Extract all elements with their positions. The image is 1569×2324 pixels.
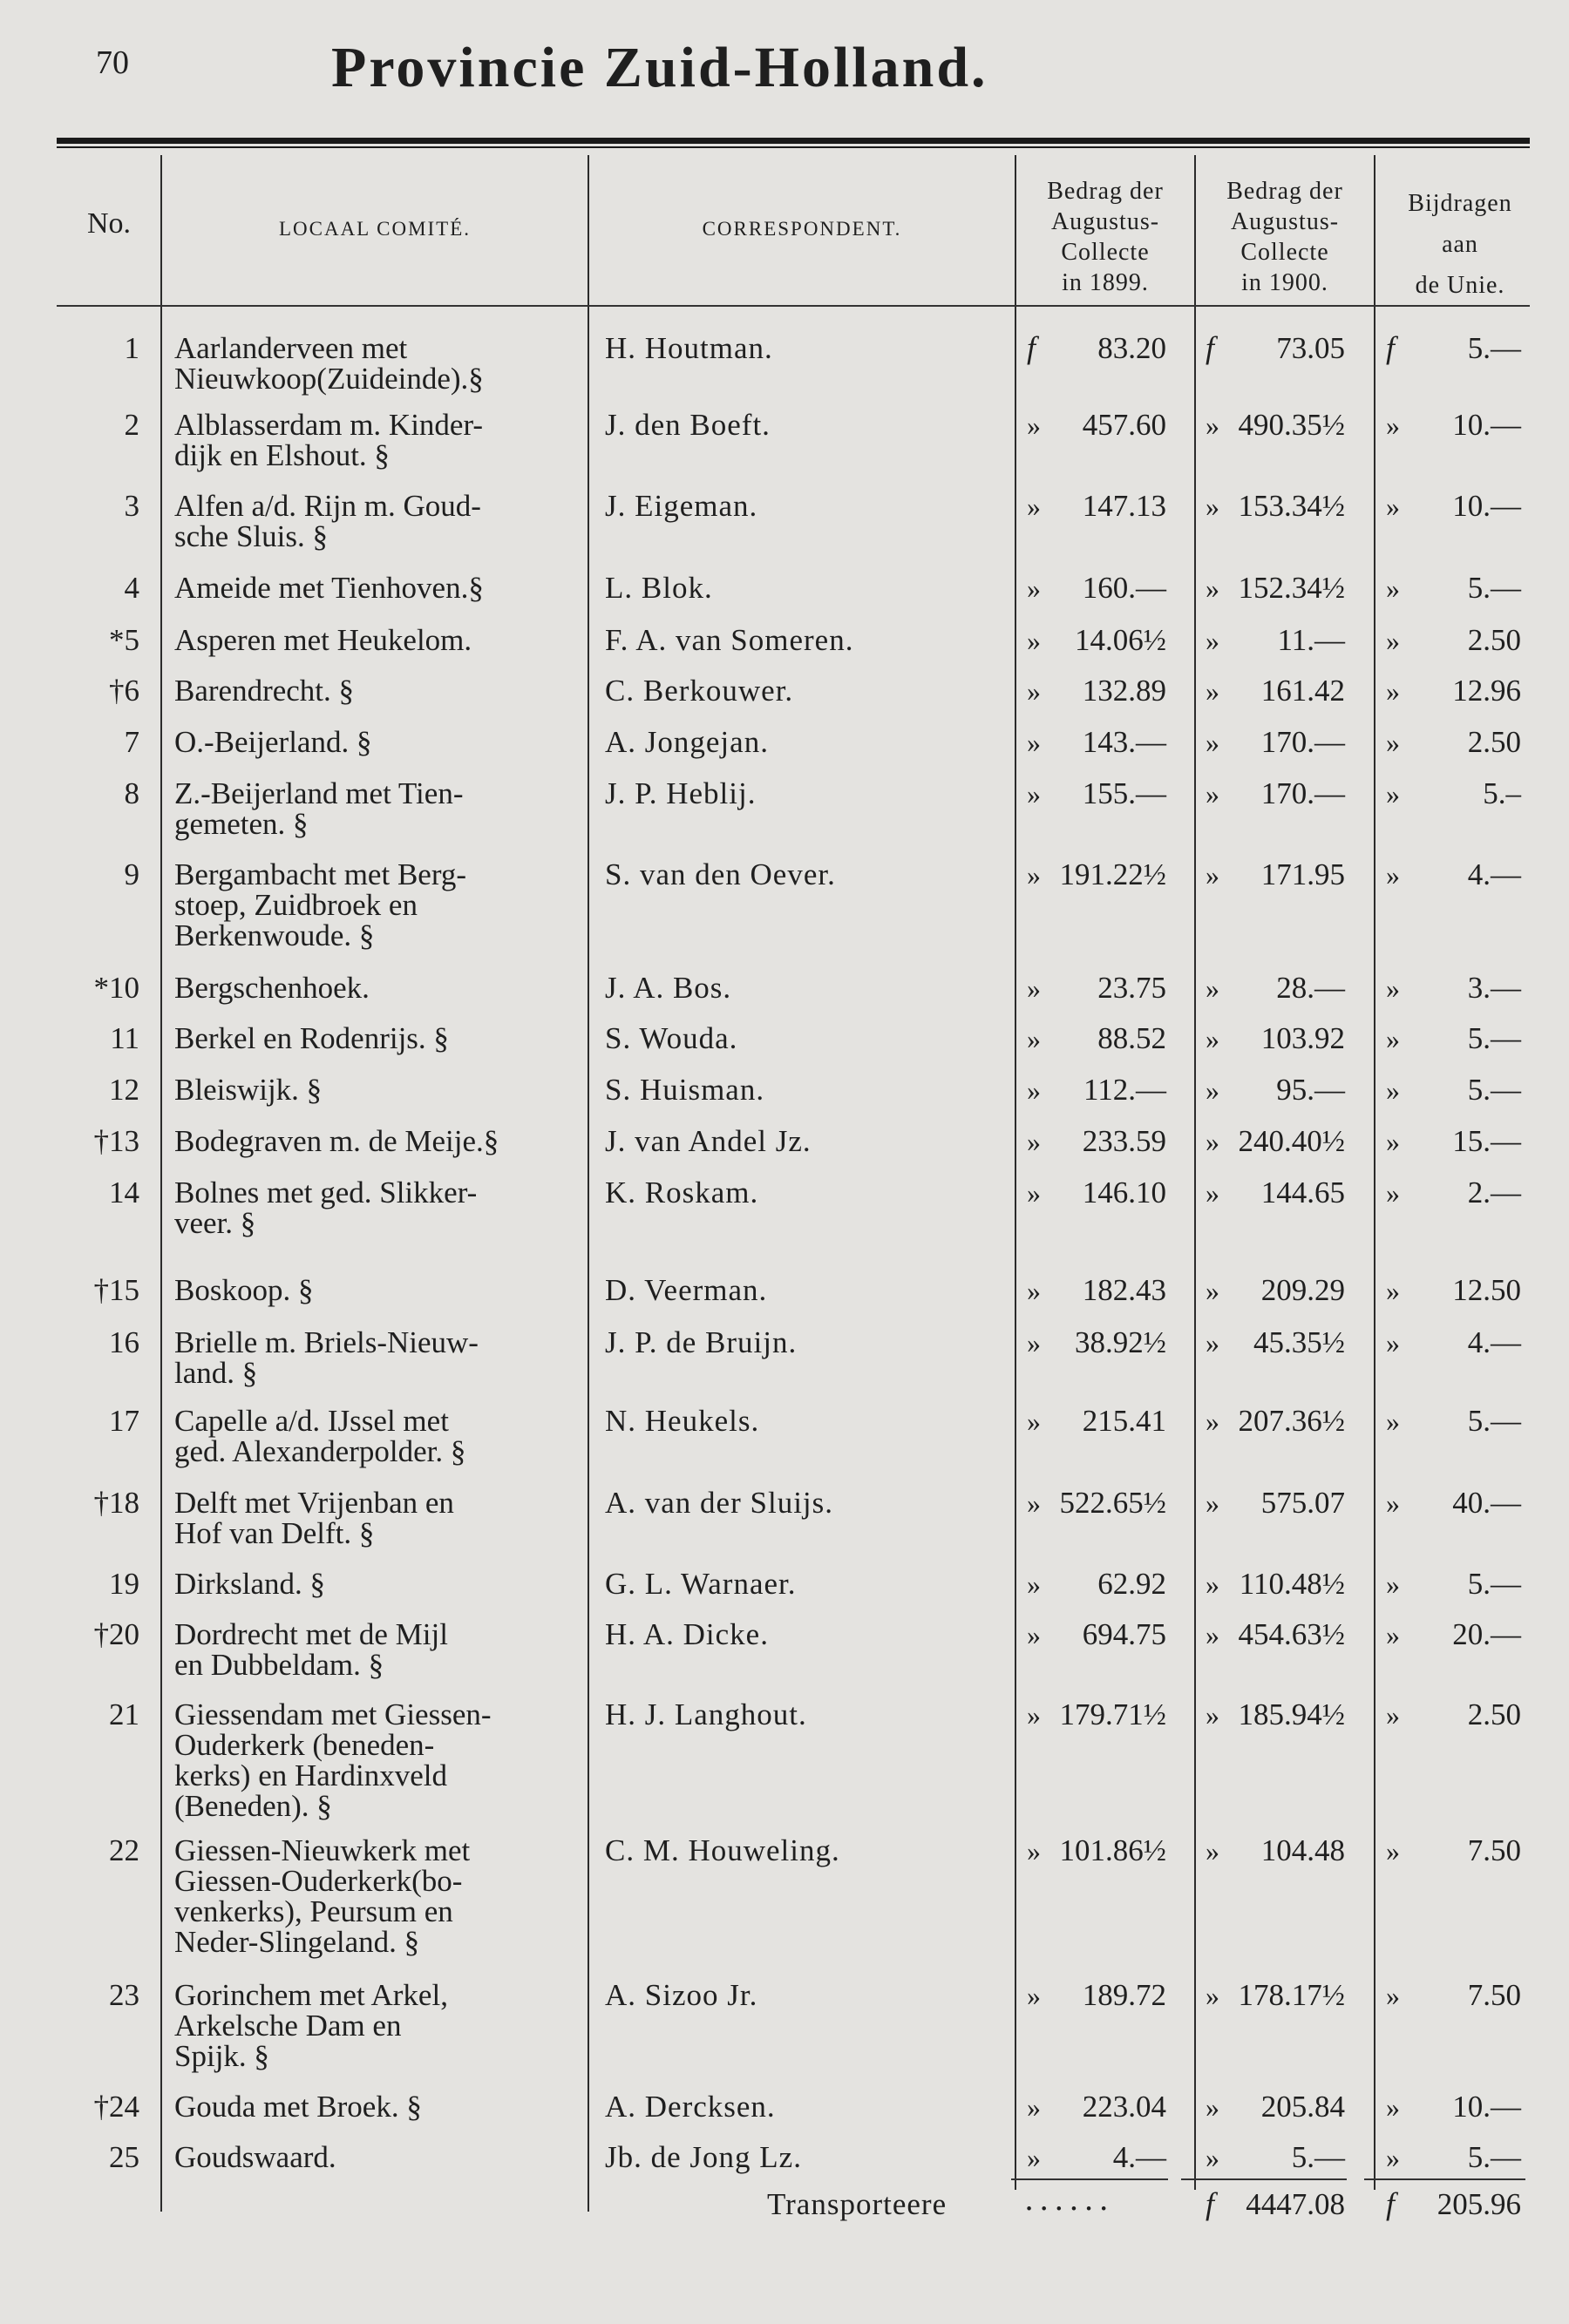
column-divider <box>160 155 162 2212</box>
row-number: †13 <box>93 1124 139 1158</box>
row-number: 19 <box>109 1567 139 1601</box>
row-amount-1899: » 143.— <box>1027 725 1166 759</box>
row-comite: Bergschenhoek. <box>174 971 370 1005</box>
row-amount-1900: » 205.84 <box>1206 2090 1345 2124</box>
row-amount-1899: » 182.43 <box>1027 1273 1166 1307</box>
header-rule <box>57 138 1530 144</box>
row-correspondent: D. Veerman. <box>605 1273 768 1307</box>
row-amount-1900: » 185.94½ <box>1206 1697 1345 1731</box>
row-comite: Asperen met Heukelom. <box>174 623 472 657</box>
total-dots: ...... <box>1024 2183 1114 2218</box>
row-correspondent: A. Sizoo Jr. <box>605 1978 758 2012</box>
row-amount-1899: » 223.04 <box>1027 2090 1166 2124</box>
row-correspondent: F. A. van Someren. <box>605 623 854 657</box>
row-amount-1899: » 179.71½ <box>1027 1697 1166 1731</box>
row-amount-1900: » 95.— <box>1206 1073 1345 1107</box>
row-number: †20 <box>93 1617 139 1651</box>
column-divider <box>1194 155 1196 2190</box>
row-number: 17 <box>109 1404 139 1438</box>
row-amount-1899: » 62.92 <box>1027 1567 1166 1601</box>
row-amount-1899: » 160.— <box>1027 571 1166 605</box>
row-amount-1900: » 11.— <box>1206 623 1345 657</box>
row-bijdragen: » 2.50 <box>1386 1697 1521 1731</box>
row-comite: Boskoop. § <box>174 1273 314 1307</box>
row-comite: Bergambacht met Berg- stoep, Zuidbroek en Berkenwoude. § <box>174 857 466 952</box>
row-correspondent: C. M. Houweling. <box>605 1833 840 1867</box>
row-number: 25 <box>109 2140 139 2174</box>
row-amount-1900: » 144.65 <box>1206 1176 1345 1209</box>
row-correspondent: J. P. de Bruijn. <box>605 1325 798 1359</box>
row-number: 16 <box>109 1325 139 1359</box>
row-amount-1899: » 694.75 <box>1027 1617 1166 1651</box>
row-amount-1900: » 104.48 <box>1206 1833 1345 1867</box>
row-bijdragen: » 5.— <box>1386 1021 1521 1055</box>
row-comite: Giessendam met Giessen- Ouderkerk (beneden- kerks) en Hardinxveld (Beneden). § <box>174 1697 492 1823</box>
row-correspondent: J. Eigeman. <box>605 489 758 523</box>
row-amount-1899: » 146.10 <box>1027 1176 1166 1209</box>
row-amount-1900: » 28.— <box>1206 971 1345 1005</box>
row-amount-1899: » 38.92½ <box>1027 1325 1166 1359</box>
column-divider <box>1015 155 1016 2190</box>
row-number: 4 <box>124 571 139 605</box>
row-bijdragen: » 5.— <box>1386 1073 1521 1107</box>
row-amount-1900: » 153.34½ <box>1206 489 1345 523</box>
row-comite: Giessen-Nieuwkerk met Giessen-Ouderkerk(bo- venkerks), Peursum en Neder-Slingeland. § <box>174 1833 471 1959</box>
row-bijdragen: » 5.— <box>1386 1404 1521 1438</box>
row-correspondent: G. L. Warnaer. <box>605 1567 797 1601</box>
row-amount-1899: » 215.41 <box>1027 1404 1166 1438</box>
row-comite: Berkel en Rodenrijs. § <box>174 1021 449 1055</box>
row-number: 2 <box>124 408 139 442</box>
row-correspondent: Jb. de Jong Lz. <box>605 2140 802 2174</box>
row-amount-1900: » 575.07 <box>1206 1486 1345 1520</box>
row-correspondent: J. den Boeft. <box>605 408 771 442</box>
row-number: †24 <box>93 2090 139 2124</box>
row-number: *5 <box>109 623 139 657</box>
row-bijdragen: » 2.— <box>1386 1176 1521 1209</box>
row-bijdragen: » 5.— <box>1386 571 1521 605</box>
row-number: 11 <box>110 1021 139 1055</box>
row-comite: Capelle a/d. IJssel met ged. Alexanderpolder. § <box>174 1404 466 1468</box>
row-bijdragen: » 10.— <box>1386 408 1521 442</box>
row-comite: O.-Beijerland. § <box>174 725 372 759</box>
row-bijdragen: » 12.50 <box>1386 1273 1521 1307</box>
row-amount-1900: f 73.05 <box>1206 330 1345 365</box>
row-correspondent: J. van Andel Jz. <box>605 1124 812 1158</box>
row-correspondent: S. van den Oever. <box>605 857 836 891</box>
row-bijdragen: » 10.— <box>1386 489 1521 523</box>
row-correspondent: H. A. Dicke. <box>605 1617 769 1651</box>
header-rule-thin <box>57 146 1530 148</box>
row-bijdragen: » 10.— <box>1386 2090 1521 2124</box>
row-comite: Alblasserdam m. Kinder- dijk en Elshout. § <box>174 408 484 472</box>
row-bijdragen: » 7.50 <box>1386 1978 1521 2012</box>
header-no: No. <box>86 207 132 240</box>
total-rule <box>1011 2178 1168 2180</box>
header-bottom-rule <box>57 305 1530 307</box>
row-correspondent: A. van der Sluijs. <box>605 1486 834 1520</box>
row-comite: Alfen a/d. Rijn m. Goud- sche Sluis. § <box>174 489 481 553</box>
row-amount-1899: » 4.— <box>1027 2140 1166 2174</box>
row-bijdragen: » 40.— <box>1386 1486 1521 1520</box>
row-amount-1900: » 110.48½ <box>1206 1567 1345 1601</box>
row-correspondent: J. P. Heblij. <box>605 776 757 810</box>
column-divider <box>588 155 589 2212</box>
row-bijdragen: » 7.50 <box>1386 1833 1521 1867</box>
row-correspondent: K. Roskam. <box>605 1176 759 1209</box>
row-amount-1900: » 454.63½ <box>1206 1617 1345 1651</box>
row-comite: Gorinchem met Arkel, Arkelsche Dam en Spijk. § <box>174 1978 448 2073</box>
row-number: 1 <box>124 331 139 365</box>
row-amount-1899: » 147.13 <box>1027 489 1166 523</box>
row-amount-1900: » 178.17½ <box>1206 1978 1345 2012</box>
row-bijdragen: » 2.50 <box>1386 623 1521 657</box>
row-comite: Bleiswijk. § <box>174 1073 323 1107</box>
row-correspondent: J. A. Bos. <box>605 971 732 1005</box>
row-amount-1899: » 112.— <box>1027 1073 1166 1107</box>
row-comite: Z.-Beijerland met Tien- gemeten. § <box>174 776 464 841</box>
row-number: 9 <box>124 857 139 891</box>
row-comite: Barendrecht. § <box>174 674 355 708</box>
row-correspondent: A. Dercksen. <box>605 2090 776 2124</box>
row-correspondent: C. Berkouwer. <box>605 674 794 708</box>
row-bijdragen: » 15.— <box>1386 1124 1521 1158</box>
row-number: †18 <box>93 1486 139 1520</box>
header-correspondent: CORRESPONDENT. <box>702 218 902 240</box>
row-amount-1899: » 233.59 <box>1027 1124 1166 1158</box>
row-number: 8 <box>124 776 139 810</box>
row-bijdragen: » 2.50 <box>1386 725 1521 759</box>
row-number: 22 <box>109 1833 139 1867</box>
row-amount-1899: » 522.65½ <box>1027 1486 1166 1520</box>
row-amount-1900: » 152.34½ <box>1206 571 1345 605</box>
row-number: 3 <box>124 489 139 523</box>
row-comite: Bolnes met ged. Slikker- veer. § <box>174 1176 478 1240</box>
row-amount-1900: » 170.— <box>1206 725 1345 759</box>
header-bijdragen: Bijdragen aan de Unie. <box>1408 190 1512 299</box>
row-correspondent: A. Jongejan. <box>605 725 769 759</box>
row-comite: Dordrecht met de Mijl en Dubbeldam. § <box>174 1617 448 1682</box>
row-amount-1900: » 207.36½ <box>1206 1404 1345 1438</box>
row-comite: Delft met Vrijenban en Hof van Delft. § <box>174 1486 454 1550</box>
row-amount-1900: » 240.40½ <box>1206 1124 1345 1158</box>
row-number: †6 <box>109 674 139 708</box>
row-amount-1900: » 161.42 <box>1206 674 1345 708</box>
row-amount-1900: » 490.35½ <box>1206 408 1345 442</box>
row-bijdragen: f 5.— <box>1386 330 1521 365</box>
row-amount-1900: » 45.35½ <box>1206 1325 1345 1359</box>
row-amount-1900: » 209.29 <box>1206 1273 1345 1307</box>
row-amount-1899: » 23.75 <box>1027 971 1166 1005</box>
row-number: *10 <box>93 971 139 1005</box>
row-amount-1899: » 88.52 <box>1027 1021 1166 1055</box>
header-comite: LOCAAL COMITÉ. <box>278 218 472 240</box>
page-number: 70 <box>96 44 129 81</box>
row-bijdragen: » 4.— <box>1386 1325 1521 1359</box>
row-amount-1900: » 5.— <box>1206 2140 1345 2174</box>
column-divider <box>1374 155 1375 2190</box>
row-bijdragen: » 5.— <box>1386 2140 1521 2174</box>
row-comite: Bodegraven m. de Meije.§ <box>174 1124 499 1158</box>
row-bijdragen: » 12.96 <box>1386 674 1521 708</box>
row-bijdragen: » 20.— <box>1386 1617 1521 1651</box>
row-number: 21 <box>109 1697 139 1731</box>
row-correspondent: S. Huisman. <box>605 1073 765 1107</box>
row-number: †15 <box>93 1273 139 1307</box>
row-amount-1899: » 191.22½ <box>1027 857 1166 891</box>
row-amount-1899: » 132.89 <box>1027 674 1166 708</box>
row-number: 12 <box>109 1073 139 1107</box>
page-title: Provincie Zuid-Holland. <box>331 36 988 99</box>
total-amount-1900: f 4447.08 <box>1206 2186 1345 2221</box>
total-rule <box>1181 2178 1347 2180</box>
row-amount-1900: » 171.95 <box>1206 857 1345 891</box>
row-amount-1900: » 103.92 <box>1206 1021 1345 1055</box>
row-bijdragen: » 4.— <box>1386 857 1521 891</box>
total-bijdragen: f 205.96 <box>1386 2186 1521 2221</box>
row-comite: Dirksland. § <box>174 1567 326 1601</box>
row-amount-1899: » 101.86½ <box>1027 1833 1166 1867</box>
total-label: Transporteere <box>767 2187 948 2221</box>
row-amount-1899: » 457.60 <box>1027 408 1166 442</box>
row-number: 23 <box>109 1978 139 2012</box>
row-amount-1899: f 83.20 <box>1027 330 1166 365</box>
row-correspondent: H. J. Langhout. <box>605 1697 807 1731</box>
row-number: 7 <box>124 725 139 759</box>
row-correspondent: N. Heukels. <box>605 1404 760 1438</box>
row-amount-1900: » 170.— <box>1206 776 1345 810</box>
row-comite: Aarlanderveen met Nieuwkoop(Zuideinde).§ <box>174 331 484 396</box>
row-comite: Gouda met Broek. § <box>174 2090 422 2124</box>
row-bijdragen: » 5.— <box>1386 1567 1521 1601</box>
row-comite: Brielle m. Briels-Nieuw- land. § <box>174 1325 479 1390</box>
row-comite: Goudswaard. <box>174 2140 336 2174</box>
header-collecte-1899: Bedrag der Augustus- Collecte in 1899. <box>1047 178 1164 296</box>
total-rule <box>1364 2178 1525 2180</box>
row-comite: Ameide met Tienhoven.§ <box>174 571 484 605</box>
row-amount-1899: » 189.72 <box>1027 1978 1166 2012</box>
row-bijdragen: » 5.– <box>1386 776 1521 810</box>
row-amount-1899: » 155.— <box>1027 776 1166 810</box>
row-bijdragen: » 3.— <box>1386 971 1521 1005</box>
row-correspondent: L. Blok. <box>605 571 713 605</box>
row-number: 14 <box>109 1176 139 1209</box>
row-correspondent: H. Houtman. <box>605 331 773 365</box>
row-correspondent: S. Wouda. <box>605 1021 738 1055</box>
header-collecte-1900: Bedrag der Augustus- Collecte in 1900. <box>1226 178 1343 296</box>
row-amount-1899: » 14.06½ <box>1027 623 1166 657</box>
